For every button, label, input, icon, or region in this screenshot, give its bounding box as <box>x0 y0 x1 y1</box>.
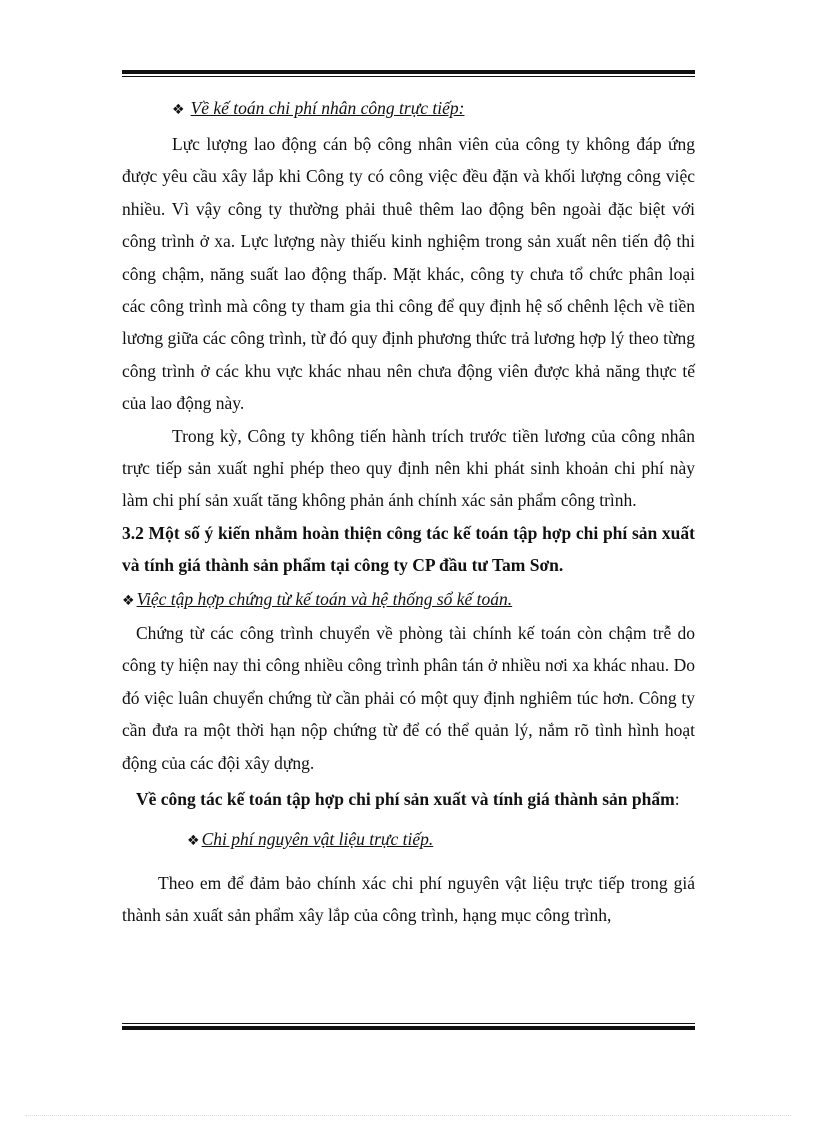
diamond-bullet-icon: ❖ <box>172 102 185 118</box>
paragraph-labor-1: Lực lượng lao động cán bộ công nhân viên của công ty không đáp ứng được yêu cầu xây lắp khi Công ty có công việc đều đặn và khối lượng công việc nhiều. Vì vậy công ty thường phải thuê thêm lao động bên ngoài đặc biệt với công trình ở xa. Lực lượng này thiếu kinh nghiệm trong sản xuất nên tiến độ thi công chậm, năng suất lao động thấp. Mặt khác, công ty chưa tổ chức phân loại các công trình mà công ty tham gia thi công để quy định hệ số chênh lệch về tiền lương giữa các công trình, từ đó quy định phương thức trả lương hợp lý theo từng công trình ở các khu vực khác nhau nên chưa động viên được khả năng thực tế của lao động này. <box>122 134 695 414</box>
diamond-bullet-icon: ❖ <box>187 832 200 849</box>
paragraph-labor-2: Trong kỳ, Công ty không tiến hành trích trước tiền lương của công nhân trực tiếp sản xuất nghỉ phép theo quy định nên khi phát sinh khoản chi phí này làm chi phí sản xuất tăng không phản ánh chính xác sản phẩm công trình. <box>122 425 695 511</box>
section-title-3-2: 3.2 Một số ý kiến nhằm hoàn thiện công tác kế toán tập hợp chi phí sản xuất và tính giá thành sản phẩm tại công ty CP đầu tư Tam Sơn. <box>122 522 695 575</box>
paragraph-materials: Theo em để đảm bảo chính xác chi phí nguyên vật liệu trực tiếp trong giá thành sản xuất sản phẩm xây lắp của công trình, hạng mục công trình, <box>122 872 695 926</box>
sub-heading-documents: ❖ Việc tập hợp chứng từ kế toán và hệ thống sổ kế toán. <box>122 583 695 617</box>
page-body <box>122 92 695 932</box>
section-heading-labor: ❖ Về kế toán chi phí nhân công trực tiếp: <box>122 92 695 126</box>
header-rule <box>122 70 695 77</box>
sub-heading-materials: ❖ Chi phí nguyên vật liệu trực tiếp. <box>122 823 695 857</box>
section-title-accounting: Về công tác kế toán tập hợp chi phí sản xuất và tính giá thành sản phẩm: <box>136 788 680 809</box>
page-edge-line <box>25 1115 791 1116</box>
diamond-bullet-icon: ❖ <box>122 592 135 609</box>
paragraph-documents: Chứng từ các công trình chuyển về phòng tài chính kế toán còn chậm trễ do công ty hiện nay thi công nhiều công trình phân tán ở nhiều nơi xa khác nhau. Do đó việc luân chuyển chứng từ cần phải có một quy định nghiêm túc hơn. Công ty cần đưa ra một thời hạn nộp chứng từ để có thể quản lý, nắm rõ tình hình hoạt động của các đội xây dựng. <box>122 622 695 773</box>
footer-rule <box>122 1023 695 1030</box>
